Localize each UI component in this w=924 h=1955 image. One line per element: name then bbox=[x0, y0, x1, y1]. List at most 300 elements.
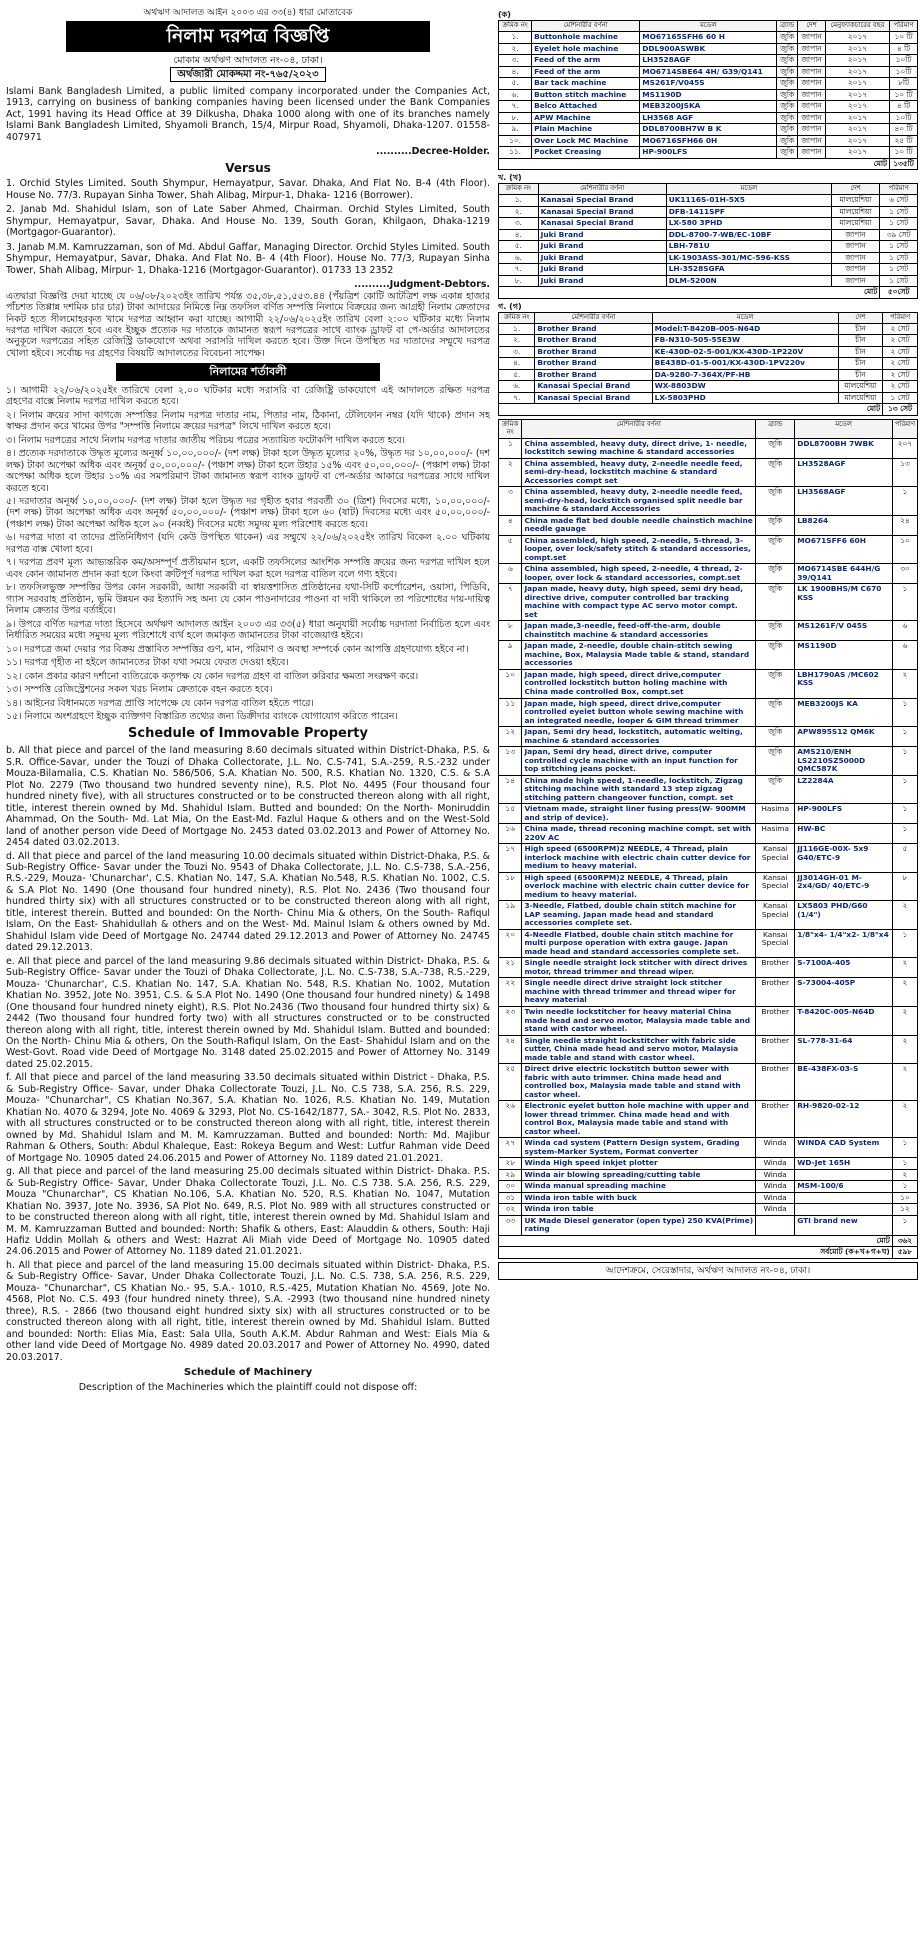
table-cell: জুকি bbox=[756, 775, 795, 804]
table-cell: Electronic eyelet button hole machine with upper and lower thread trimmer. China made head and with control Box, Malaysia made table and stand with castor wheel. bbox=[522, 1101, 756, 1138]
property-item: f. All that piece and parcel of the land measuring 33.50 decimals situated within District - Dhaka, P.S. & Sub-Registry Office- Savar, under Dhaka Collectorate Touzi, J.L. No. C.S 738, S.A. 256, R.S. 229, Mouza- "Chunarchar", CS Khatian No.367, S.A. Khatian No. 1026, R.S. Khatian No. 149, Mutation Khatian No. 4070 & 3294, Jote No. 4069 & 3293, Plot No. CS-1642/1877, SA.- 3042, R.S. Plot No. 2833, with all structures constructed or to be constructed thereon along with all right, title, interest therein owned by Md. Shahidul Islam and M. M. Kamruzzaman. Butted and bounded: North: Md. Majibur Rahman & Others, South: Abdul Khaleque, East: Rokeya Begum and West: Lutfur Rahman vide Deed of Mortgage No. 10905 dated 24.06.2015 and Power of Attorney No. 1189 dated 21.01.2021. bbox=[6, 1072, 490, 1164]
table-cell: Single needle straight lockstitcher with fabric side cutter, China made head and servo motor, Malaysia made table and stand with castor wheel. bbox=[522, 1035, 756, 1064]
table-cell: Over Lock MC Machine bbox=[532, 135, 640, 147]
table-cell: Feed of the arm bbox=[532, 66, 640, 78]
table-cell: ১ সেট bbox=[880, 275, 918, 287]
table-cell: জুকি bbox=[756, 747, 795, 776]
table-cell: ২০১৭ bbox=[825, 55, 889, 67]
column-header: ক্রমিক নং bbox=[499, 21, 532, 32]
table-cell: ৪ টি bbox=[890, 101, 918, 113]
table-row bbox=[499, 1192, 918, 1204]
table-cell: জুকি bbox=[777, 55, 798, 67]
table-cell: জুকি bbox=[777, 124, 798, 136]
table-cell: MS1190D bbox=[640, 89, 777, 101]
table-cell: ৩১ bbox=[499, 1192, 522, 1204]
table-cell: ২ bbox=[892, 958, 917, 978]
table-cell: জাপান bbox=[831, 275, 879, 287]
column-header: ক্রমিক নং bbox=[499, 313, 535, 324]
table-row bbox=[499, 621, 918, 641]
table-cell: মোট bbox=[499, 1235, 893, 1247]
table-cell: MSM-100/6 bbox=[795, 1181, 893, 1193]
table-cell: ৬. bbox=[499, 252, 539, 264]
table-cell: জাপান bbox=[831, 241, 879, 253]
table-cell: Japan made,3-needle, feed-off-the-arm, double chainstitch machine & standard accessories bbox=[522, 621, 756, 641]
table-row bbox=[499, 535, 918, 564]
table-cell: High speed (6500RPM)2 NEEDLE, 4 Thread, plain interlock machine with electric chain cutter device for medium to heavy material. bbox=[522, 844, 756, 873]
table-cell: জুকি bbox=[777, 89, 798, 101]
machinery-table-b bbox=[498, 183, 918, 298]
table-row bbox=[499, 698, 918, 727]
table-cell: Kanasai Special Brand bbox=[538, 218, 666, 230]
table-cell: সর্বমোট (ক+খ+গ+ঘ) bbox=[499, 1247, 893, 1259]
table-cell: ২০১৭ bbox=[825, 135, 889, 147]
column-header: মেনুফ্যাকচারের বছর bbox=[825, 21, 889, 32]
table-cell: Juki Brand bbox=[538, 275, 666, 287]
table-cell: ৪ টি bbox=[890, 43, 918, 55]
table-cell: মালয়েশিয়া bbox=[838, 381, 882, 393]
table-cell: Kansai Special bbox=[756, 872, 795, 901]
property-item: b. All that piece and parcel of the land measuring 8.60 decimals situated within District-Dhaka, P.S. & S.R. Office-Savar, under the Touzi of Dhaka Collectorate, J.L. No. C.S-741, S.A.-259, R.S.-232 under Mouza-Bilamalia, C.S. Khatian No. 586/506, S.A. Khatian No. 500, R.S. Khatian No. 1320, C.S. & S.A Plot No. 2279 (Two thousand two hundred seventy nine), R.S. Plot No. 4495 (Four thousand four hundred ninety five), with all structures constructed or to be constructed thereon along with all right, title, interest therein owned by Md. Shahidul Islam. Butted and bounded: On the North- Moniruddin Ahammad, On the South- Md. Lat Mia, On the East-Md. Fazlul Haque & others and on the West-Sold land of another person vide Deed of Mortgage No. 2453 dated 03.02.2013 and Power of Attorney No. 2454 dated 03.02.2013. bbox=[6, 745, 490, 849]
property-item: e. All that piece and parcel of the land measuring 9.86 decimals situated within District- Dhaka, P.S. & Sub-Registry Office- Savar under the Touzi of Dhaka Collectorate, J.L. No. C.S-738, S.A.-738, R.S.-229, Mouza- 'Chunarchar', C.S. Khatian No. 147, S.A. Khatian No. 548, R.S. Khatian No. 1002, Mutation Khatian No. 3952, Jote No. 3951, C.S. & S.A Plot No. 1490 (One thousand four hundred ninety) & 1498 (One thousand four hundred ninety eight), R.S. Plot No.2436 (Two thousand four hundred thirty six) & 2442 (Two thousand four hundred forty two) with all structures constructed or to be constructed thereon along with all right, title, interest therein owned by Md. Shahidul Islam. Butted and bounded: On the North- Chinu Mia & others, On the South-Rafiqul Islam, On the East- Shahidul Islam and on the West-Govt. Road vide Deed of Mortgage No. 3148 dated 25.02.2015 and Power of Attorney No. 3149 dated 25.02.2015. bbox=[6, 955, 490, 1070]
table-cell: Direct drive electric lockstitch button sewer with fabric with auto trimmer. China made head and controlled box, Malaysia made table and stand with castor wheel. bbox=[522, 1064, 756, 1101]
table-row bbox=[499, 929, 918, 958]
term-item: ৮। তফসিলভুক্ত সম্পত্তির উপর কোন সরকারী, আধা সরকারী বা স্বায়ত্তশাসিত প্রতিষ্ঠানের যথা-সিটি কর্পোরেশন, ওয়াসা, পিডিবি, গ্যাস সরবরাহ প্রতিষ্ঠান, ভূমি উন্নয়ন কর ইত্যাদি সহ অন্য যে কোন পাওনাদারের পাওনা বা দাবী থাকিলে তা পরিশোধের দায়-দায়িত্ব নিলাম ক্রেতার উপর বর্তাইবে। bbox=[6, 582, 490, 617]
table-cell: জাপান bbox=[798, 101, 826, 113]
table-cell: ১ bbox=[892, 929, 917, 958]
table-row bbox=[499, 584, 918, 621]
grand-total-row bbox=[499, 1247, 918, 1259]
table-cell: UK Made Diesel generator (open type) 250 KVA(Prime) rating bbox=[522, 1215, 756, 1235]
table-d-body bbox=[499, 438, 918, 1258]
table-cell: LZ2284A bbox=[795, 775, 893, 804]
decree-holder-role: ..........Decree-Holder. bbox=[376, 146, 490, 158]
table-row bbox=[499, 747, 918, 776]
table-cell: ২৬ bbox=[499, 1101, 522, 1138]
table-row bbox=[499, 195, 918, 207]
table-cell: ২ সেট bbox=[883, 346, 918, 358]
table-row bbox=[499, 1181, 918, 1193]
table-row bbox=[499, 101, 918, 113]
table-cell: ৩ bbox=[499, 487, 522, 516]
table-cell: ২১ bbox=[499, 958, 522, 978]
table-cell: ২ সেট bbox=[883, 369, 918, 381]
table-cell: জাপান bbox=[831, 252, 879, 264]
table-cell: ২৮ bbox=[499, 1158, 522, 1170]
immovable-schedule-heading: Schedule of Immovable Property bbox=[128, 726, 368, 742]
table-cell: Kanasai Special Brand bbox=[535, 392, 652, 404]
table-row bbox=[499, 229, 918, 241]
table-cell bbox=[756, 1215, 795, 1235]
table-cell: ১৭ bbox=[499, 844, 522, 873]
machinery-table-c bbox=[498, 312, 918, 416]
term-item: ১১। দরপত্র গৃহীত না হইলে জামানতের টাকা যথা সময়ে ফেরত দেওয়া হইবে। bbox=[6, 657, 289, 669]
table-cell: ১৬ bbox=[499, 824, 522, 844]
table-row bbox=[499, 147, 918, 159]
suit-number-text: অর্থজারী মোকদ্দমা নং-৭৬৫/২০২৩ bbox=[170, 67, 325, 82]
column-header: ব্র্যান্ড bbox=[756, 419, 795, 438]
table-cell: জুকি bbox=[777, 78, 798, 90]
table-cell: ২ bbox=[892, 1035, 917, 1064]
term-item: ১৫। নিলামে অংশগ্রহণে ইচ্ছুক ব্যক্তিগণ বিস্তারিত তথ্যের জন্য ডিক্রীদার ব্যাংকে যোগাযোগ করিতে পারেন। bbox=[6, 710, 398, 722]
table-cell: HP-900LFS bbox=[640, 147, 777, 159]
table-cell: মোট bbox=[499, 404, 883, 416]
table-cell: S-7100A-405 bbox=[795, 958, 893, 978]
table-cell: ৪. bbox=[499, 66, 532, 78]
table-cell: HW-BC bbox=[795, 824, 893, 844]
table-cell: Single needle straight lock stitcher with direct drives motor, thread trimmer and thread wiper. bbox=[522, 958, 756, 978]
table-cell: Brother bbox=[756, 1007, 795, 1036]
table-row bbox=[499, 901, 918, 930]
table-cell: ১০. bbox=[499, 135, 532, 147]
table-cell: জাপান bbox=[798, 89, 826, 101]
table-cell: MEB3200JS KA bbox=[795, 698, 893, 727]
table-cell: ৩৯ সেট bbox=[880, 229, 918, 241]
table-c-label: গ. (গ) bbox=[498, 301, 522, 311]
column-header: ব্র্যান্ড bbox=[777, 21, 798, 32]
table-b-body bbox=[499, 195, 918, 299]
table-cell: Winda air blowing spreading/cutting table bbox=[522, 1169, 756, 1181]
table-cell: ১০টি bbox=[890, 66, 918, 78]
table-a-label: (ক) bbox=[498, 10, 511, 19]
table-cell: Brother bbox=[756, 1101, 795, 1138]
table-cell: Brother bbox=[756, 978, 795, 1007]
table-cell: Juki Brand bbox=[538, 241, 666, 253]
table-cell: ২০১৭ bbox=[825, 66, 889, 78]
table-cell: জাপান bbox=[798, 66, 826, 78]
table-row bbox=[499, 323, 918, 335]
table-row bbox=[499, 727, 918, 747]
table-cell: ২৩ bbox=[499, 1007, 522, 1036]
table-row bbox=[499, 872, 918, 901]
table-cell: Model:T-8420B-005-N64D bbox=[652, 323, 838, 335]
term-item: ৯। উপরে বর্ণিত দরপত্র দাতা হিসেবে অর্থঋণ আদালত আইন ২০০৩ এর ৩৩(৫) ধারা অনুযায়ী সর্বোচ্চ দরদাতা নির্বাচিত হলে এবং নির্ধারিত সময়ের মধ্যে সমুদয় মূল্য পরিশোধে ব্যর্থ হলে জমাকৃত জামানতের টাকা বাজেয়াপ্ত হইবে। bbox=[6, 618, 490, 642]
term-item: ৫। দরদাতার অনূর্ধ্ব ১০,০০,০০০/- (দশ লক্ষ) টাকা হলে উদ্ধৃত দর গৃহীত হবার পরবর্তী ৩০ (ত্রিশ) দিবসের মধ্যে, ১০,০০,০০০/- (দশ লক্ষ) টাকা অপেক্ষা অধিক এবং অনূর্ধ্ব ৫০,০০,০০০/- (পঞ্চাশ লক্ষ) টাকা হলে ৬০ (ষাট) দিবসের মধ্যে এবং ৫০,০০,০০০/- (পঞ্চাশ লক্ষ) টাকা অপেক্ষা অধিক হলে ৯০ (নব্বই) দিবসের মধ্যে সমুদয় মূল্য পরিশোধ করতে হবে। bbox=[6, 496, 490, 530]
table-cell: ১৮ bbox=[499, 872, 522, 901]
table-cell: ১০ টি bbox=[890, 147, 918, 159]
table-cell: জুকি bbox=[777, 32, 798, 44]
act-reference: অর্থঋণ আদালত আইন ২০০৩ এর ৩৩(৪) ধারা মোতাবেক bbox=[143, 8, 353, 18]
table-cell: Kansai Special bbox=[756, 929, 795, 958]
table-cell: ৫. bbox=[499, 369, 535, 381]
table-cell: জাপান bbox=[831, 264, 879, 276]
versus-heading: Versus bbox=[225, 160, 271, 175]
machinery-table-d bbox=[498, 419, 918, 1259]
table-c-body bbox=[499, 323, 918, 415]
table-cell: ৭ bbox=[499, 584, 522, 621]
table-cell: ১০ টি bbox=[890, 32, 918, 44]
table-cell: ৬ সেট bbox=[880, 195, 918, 207]
table-cell: ১. bbox=[499, 32, 532, 44]
table-cell: ৬. bbox=[499, 89, 532, 101]
table-cell: ৯ bbox=[499, 641, 522, 670]
table-cell: Kanasai Special Brand bbox=[538, 195, 666, 207]
table-cell: ১৩ bbox=[892, 458, 917, 487]
suit-number bbox=[6, 69, 490, 81]
issuing-authority: আদেশক্রমে, সেরেস্তাদার, অর্থঋণ আদালত নং-০৪, ঢাকা। bbox=[498, 1262, 918, 1280]
table-cell: S-73004-405P bbox=[795, 978, 893, 1007]
term-item: ৬। দরপত্র দাতা বা তাদের প্রতিনিধিগণ (যদি কেউ উপস্থিত থাকেন) এর সম্মুখে ২২/০৬/২০২৫ইং তারিখ বিকেল ২.০০ ঘটিকায় দরপত্র বাক্স খোলা হবে। bbox=[6, 532, 490, 555]
table-cell: ৬ bbox=[892, 641, 917, 670]
table-row bbox=[499, 775, 918, 804]
table-cell: জুকি bbox=[756, 564, 795, 584]
table-cell: ৮ bbox=[499, 621, 522, 641]
table-cell: Brother Brand bbox=[535, 323, 652, 335]
table-cell: MO6714SBE 644H/G 39/Q141 bbox=[795, 564, 893, 584]
table-cell: High speed (6500RPM)2 NEEDLE, 4 Thread, plain overlock machine with electric chain cutter device for medium to heavy material. bbox=[522, 872, 756, 901]
table-cell: ৩. bbox=[499, 346, 535, 358]
right-column bbox=[498, 8, 918, 1947]
table-row bbox=[499, 458, 918, 487]
table-cell: ২০১৭ bbox=[825, 147, 889, 159]
table-row bbox=[499, 1007, 918, 1036]
table-cell: Twin needle lockstitcher for heavy material China made head and servo motor, Malaysia made table and stand with castor wheel. bbox=[522, 1007, 756, 1036]
table-cell: ৫ bbox=[499, 535, 522, 564]
column-header: দেশ bbox=[798, 21, 826, 32]
table-cell: China assembled, heavy duty, direct drive, 1- needle, lockstitch sewing machine & standard accessories bbox=[522, 438, 756, 458]
table-cell: ১১. bbox=[499, 147, 532, 159]
table-cell: ২০১৭ bbox=[825, 112, 889, 124]
table-cell: ৫০সেট bbox=[880, 287, 918, 299]
table-cell: Eyelet hole machine bbox=[532, 43, 640, 55]
table-cell: ২৯ bbox=[499, 1169, 522, 1181]
table-cell: চীন bbox=[838, 323, 882, 335]
table-cell: ১২ bbox=[499, 727, 522, 747]
table-cell: ২০১৭ bbox=[825, 101, 889, 113]
table-cell: জুকি bbox=[756, 641, 795, 670]
table-cell: ২ bbox=[892, 1007, 917, 1036]
table-cell: চীন bbox=[838, 335, 882, 347]
table-row bbox=[499, 206, 918, 218]
table-cell: মোট bbox=[499, 287, 880, 299]
table-cell: ৩৩ bbox=[499, 1215, 522, 1235]
table-cell: ২৫ bbox=[499, 1064, 522, 1101]
table-row bbox=[499, 381, 918, 393]
table-cell: LH-3528SGFA bbox=[666, 264, 831, 276]
table-cell: ১৩ bbox=[499, 747, 522, 776]
table-cell: ২ bbox=[892, 669, 917, 698]
table-cell: Plain Machine bbox=[532, 124, 640, 136]
table-cell: জাপান bbox=[831, 229, 879, 241]
table-cell: JJ3014GH-01 M- 2x4/GD/ 40/ETC-9 bbox=[795, 872, 893, 901]
table-cell: Brother Brand bbox=[535, 369, 652, 381]
table-cell: Hasima bbox=[756, 804, 795, 824]
table-cell: ২৪ bbox=[892, 515, 917, 535]
table-cell: ২. bbox=[499, 335, 535, 347]
table-cell: ২০১৭ bbox=[825, 124, 889, 136]
table-cell: জাপান bbox=[798, 78, 826, 90]
table-cell: China made flat bed double needle chainstich machine needle gauage bbox=[522, 515, 756, 535]
notice-intro: এতদ্বারা বিজ্ঞপ্তি দেয়া যাচ্ছে যে ০৬/০৮/২০২৩ইং তারিখ পর্যন্ত ৩৫,৩৮,৫১,৫৫৩.৪৪ (পঁয়ত্রিশ কোটি আটত্রিশ লক্ষ একান্ন হাজার পাঁচশত তিপ্পান্ন দশমিক চার চার) টাকা আদায়ের নিমিত্তে নিম্ন তফসিল বর্ণিত সম্পত্তি নিলামে বিক্রয়ের জন্য আগ্রহী নিলাম ক্রেতাদের নিকট হতে সীলমোহরকৃত খামে দরপত্র আহ্বান করা যাচ্ছে। আগামী ২২/০৬/২০২৫ইং তারিখ বেলা ২:০০ ঘটিকার মধ্যে নিলাম দরপত্র দাখিল করতে হবে এবং ইচ্ছুক প্রত্যেক দর দাতাকে জামানত স্বরূপ দরপত্রের সাথে ব্যাংক ড্রাফট বা পে-অর্ডার আদালতের অনুকূলে দরপত্রের সহিত রেজিস্ট্রি ডাকযোগে অথবা সরাসরি দাখিল করতে হবে। উক্ত দিনে উপস্থিত দর দাতাদের সম্মুখে দরপত্র খোলা হইবে। সর্বোচ্চ দর গ্রহণের বিষয়টি আদালতের বিবেচনা সাপেক্ষ। bbox=[6, 290, 490, 359]
table-cell: Bar tack machine bbox=[532, 78, 640, 90]
table-cell: China made high speed, 1-needle, lockstitch, Zigzag stitching machine with standard 13 step zigzag stitching pattern changeover function, compt. set bbox=[522, 775, 756, 804]
table-cell: Brother Brand bbox=[535, 346, 652, 358]
table-cell: চীন bbox=[838, 346, 882, 358]
table-row bbox=[499, 564, 918, 584]
table-cell: Juki Brand bbox=[538, 229, 666, 241]
table-cell: ২ bbox=[499, 458, 522, 487]
table-cell: Japan made, high speed, direct drive,computer controlled lockstitch button holing machine with China made controlled Box, compt.set bbox=[522, 669, 756, 698]
table-row bbox=[499, 369, 918, 381]
table-cell: DDL-8700-7-WB/EC-10BF bbox=[666, 229, 831, 241]
table-cell: ৬. bbox=[499, 381, 535, 393]
table-cell: ১ bbox=[892, 1138, 917, 1158]
table-cell: Japan, Semi dry head, lockstitch, automatic welting, machine & standard accessories bbox=[522, 727, 756, 747]
table-cell: জুকি bbox=[777, 101, 798, 113]
table-cell: Button stitch machine bbox=[532, 89, 640, 101]
table-cell: চীন bbox=[838, 369, 882, 381]
table-cell: জুকি bbox=[756, 584, 795, 621]
table-row bbox=[499, 958, 918, 978]
table-cell: ১ সেট bbox=[880, 241, 918, 253]
table-cell: APW895S12 QM6K bbox=[795, 727, 893, 747]
table-cell: MO6714SBE64 4H/ G39/Q141 bbox=[640, 66, 777, 78]
table-row bbox=[499, 275, 918, 287]
table-cell: BE-438FX-03-S bbox=[795, 1064, 893, 1101]
table-cell: LX-580 3PHD bbox=[666, 218, 831, 230]
table-cell: ১ bbox=[892, 775, 917, 804]
table-cell: ২০১৭ bbox=[825, 78, 889, 90]
table-cell: ১১ bbox=[499, 698, 522, 727]
table-cell: LH3528AGF bbox=[640, 55, 777, 67]
table-cell: ১ bbox=[892, 727, 917, 747]
table-row bbox=[499, 1169, 918, 1181]
table-cell: MS1190D bbox=[795, 641, 893, 670]
table-cell: ৭. bbox=[499, 392, 535, 404]
table-cell: ২৫ টি bbox=[890, 135, 918, 147]
table-cell: BE438D-01-5-001/KX-430D-1PV220v bbox=[652, 358, 838, 370]
term-item: ৩। নিলাম দরপত্রের সাথে নিলাম দরপত্র দাতার জাতীয় পরিচয় পত্রের সত্যায়িত ফটোকপি দাখিল করতে হবে। bbox=[6, 434, 405, 446]
table-row bbox=[499, 112, 918, 124]
table-cell: ২ সেট bbox=[883, 381, 918, 393]
table-cell: ৪. bbox=[499, 358, 535, 370]
table-cell: LH3568 AGF bbox=[640, 112, 777, 124]
table-cell: ১ সেট bbox=[880, 206, 918, 218]
terms-list bbox=[6, 385, 490, 723]
table-row bbox=[499, 438, 918, 458]
table-cell: Japan, Semi dry head, direct drive, computer controlled cycle machine with an input function for top stitching jeans pocket. bbox=[522, 747, 756, 776]
column-header: পরিমাণ bbox=[883, 313, 918, 324]
table-cell: APW Machine bbox=[532, 112, 640, 124]
table-cell: ১ bbox=[892, 698, 917, 727]
table-cell: 4-Needle Flatbed, double chain stitch machine for multi purpose operation with extra gauge. Japan made head and standard accessories complete set. bbox=[522, 929, 756, 958]
table-cell: AMS210/ENH LS2210SZ5000D QMC587K bbox=[795, 747, 893, 776]
column-header: মডেল bbox=[795, 419, 893, 438]
table-row bbox=[499, 89, 918, 101]
column-header: ক্রমিক নং bbox=[499, 419, 522, 438]
left-column bbox=[6, 8, 490, 1947]
table-cell: Japan made, high speed, direct drive,computer controlled eyelet button whole sewing machine with an integrated needle, looper & GIM thread trimmer bbox=[522, 698, 756, 727]
column-header: মেশিনারীর বর্ণনা bbox=[522, 419, 756, 438]
table-cell: ২ bbox=[892, 1169, 917, 1181]
table-cell: Brother bbox=[756, 958, 795, 978]
table-cell: T-8420C-005-N64D bbox=[795, 1007, 893, 1036]
table-cell: Japan made, heavy duty, high speed, semi dry head, directive drive, computer controlled bar tracking machine with compact type AC servo motor compt. set bbox=[522, 584, 756, 621]
table-cell: জুকি bbox=[756, 621, 795, 641]
table-cell: WINDA CAD System bbox=[795, 1138, 893, 1158]
table-cell: China assembled, high speed, 2-needle, 5-thread, 3-looper, over lock/safety stitch & standard accessories, compt.set bbox=[522, 535, 756, 564]
table-cell: ২০১৭ bbox=[825, 32, 889, 44]
table-cell: LX5803 PHD/G60 (1/4") bbox=[795, 901, 893, 930]
table-cell: ১০ bbox=[892, 1192, 917, 1204]
table-cell: জাপান bbox=[798, 124, 826, 136]
table-cell: Kanasai Special Brand bbox=[538, 206, 666, 218]
table-cell: LBH-781U bbox=[666, 241, 831, 253]
table-cell: DFB-1411SPF bbox=[666, 206, 831, 218]
table-cell: MEB3200JSKA bbox=[640, 101, 777, 113]
table-cell: ২০ bbox=[499, 929, 522, 958]
table-cell: জুকি bbox=[756, 727, 795, 747]
table-cell: ১৯ bbox=[499, 901, 522, 930]
table-cell: RH-9820-02-12 bbox=[795, 1101, 893, 1138]
table-cell: LK 1900BHS/M C670 KSS bbox=[795, 584, 893, 621]
table-cell: ৬ bbox=[499, 564, 522, 584]
table-cell: মালয়েশিয়া bbox=[831, 206, 879, 218]
table-cell: MO671SFF6 60H bbox=[795, 535, 893, 564]
table-row bbox=[499, 1215, 918, 1235]
table-cell: ১৩ সেট bbox=[883, 404, 918, 416]
table-row bbox=[499, 824, 918, 844]
table-cell: ৩. bbox=[499, 218, 539, 230]
table-cell: ১ bbox=[892, 804, 917, 824]
table-cell: ১ সেট bbox=[883, 392, 918, 404]
column-header: পরিমাণ bbox=[892, 419, 917, 438]
table-cell: ১. bbox=[499, 195, 539, 207]
table-cell: চীন bbox=[838, 358, 882, 370]
table-cell: ১০টি bbox=[890, 55, 918, 67]
table-cell: ২৪ bbox=[499, 1035, 522, 1064]
table-cell: ১ bbox=[892, 1158, 917, 1170]
table-row bbox=[499, 346, 918, 358]
term-item: ১৪। আইনের বিধানমতে দরপত্র প্রাপ্তি সাপেক্ষে যে কোন দরপত্র বাতিল হইতে পারে। bbox=[6, 697, 314, 709]
table-cell: জুকি bbox=[756, 669, 795, 698]
table-row bbox=[499, 135, 918, 147]
judgment-debtor-role: ..........Judgment-Debtors. bbox=[354, 279, 490, 291]
table-cell: ৮টি bbox=[890, 78, 918, 90]
table-cell: জাপান bbox=[798, 147, 826, 159]
table-cell: ৪০ টি bbox=[890, 124, 918, 136]
table-cell: Vietnam made, straight liner fusing press(W- 900MM and strip of device). bbox=[522, 804, 756, 824]
table-row bbox=[499, 515, 918, 535]
table-cell: WD-Jet 165H bbox=[795, 1158, 893, 1170]
table-cell: LH3528AGF bbox=[795, 458, 893, 487]
table-cell: ৩৬২ bbox=[892, 1235, 917, 1247]
table-cell: MS261F/V045S bbox=[640, 78, 777, 90]
table-cell bbox=[795, 1192, 893, 1204]
column-header: মেশিনারীর বর্ণনা bbox=[535, 313, 652, 324]
column-header: মেশিনারীর বর্ণনা bbox=[532, 21, 640, 32]
table-cell: FB-N310-505-55E3W bbox=[652, 335, 838, 347]
table-cell: ১ bbox=[892, 747, 917, 776]
table-cell: MO6716SFH66 0H bbox=[640, 135, 777, 147]
table-cell: China made, thread reconing machine compt. set with 220V AC bbox=[522, 824, 756, 844]
table-cell: Winda iron table bbox=[522, 1204, 756, 1216]
table-cell: Brother bbox=[756, 1064, 795, 1101]
table-cell: জুকি bbox=[777, 66, 798, 78]
table-cell: Brother Brand bbox=[535, 335, 652, 347]
table-cell: ১ bbox=[892, 1181, 917, 1193]
table-row bbox=[499, 241, 918, 253]
total-row bbox=[499, 158, 918, 170]
table-row bbox=[499, 804, 918, 824]
table-row bbox=[499, 264, 918, 276]
table-cell: ৩০ bbox=[499, 1181, 522, 1193]
table-cell: ২০৭ bbox=[892, 438, 917, 458]
table-cell: WX-8803DW bbox=[652, 381, 838, 393]
table-cell: DDL900ASWBK bbox=[640, 43, 777, 55]
table-row bbox=[499, 252, 918, 264]
table-row bbox=[499, 1101, 918, 1138]
decree-holder: Islami Bank Bangladesh Limited, a public limited company incorporated under the Companies Act, 1913, carrying on business of banking companies having been licensed under the Bank Companies Act, 1991 having its Head Office at 39 Dilkusha, Dhaka 1000 along with one of its branches namely Islami Bank Bangladesh Limited, Shyamoli Branch, 15/4, Mirpur Road, Shyamoli, Dhaka-1207. 01558-407971 bbox=[6, 85, 490, 143]
